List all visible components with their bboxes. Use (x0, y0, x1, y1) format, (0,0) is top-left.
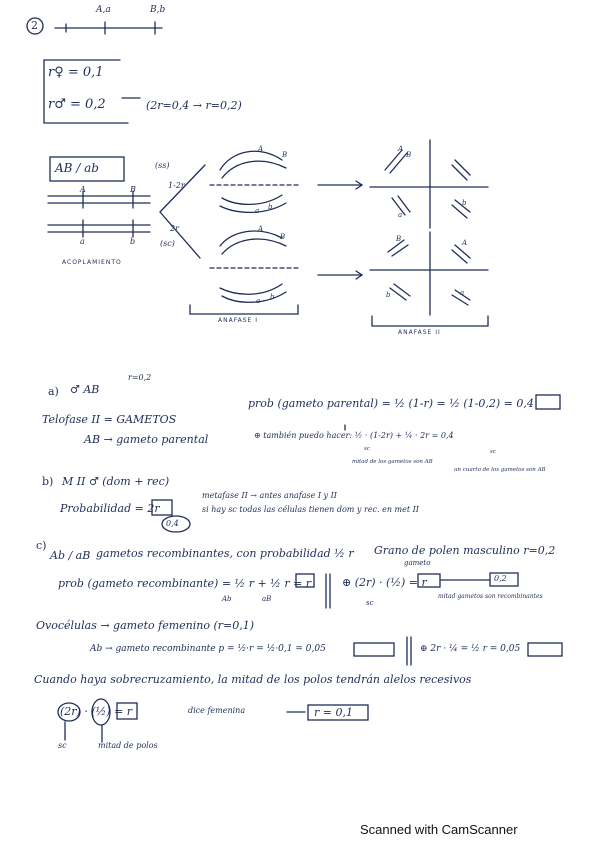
rate-male: r♂ = 0,2 (48, 97, 106, 112)
ana2-label-8: a (460, 289, 465, 297)
chrom-bottom-label-b: b (130, 237, 136, 246)
ana1-label-8: b (270, 293, 275, 301)
genotype-label: AB / ab (55, 161, 99, 175)
ana1-label-2: B (282, 151, 288, 159)
section-b-prob: Probabilidad = 2r (60, 502, 160, 515)
section-c-genes: Ab / aB (50, 549, 91, 562)
section-a-note1-sub: sc (364, 446, 370, 452)
chrom-bottom-label-a: a (80, 237, 85, 246)
section-e-formula: (2r) · (½) = r (60, 705, 133, 718)
section-c-alt: ⊕ (2r) · (½) = r (342, 576, 427, 589)
section-b-line1: M II ♂ (dom + rec) (62, 475, 170, 488)
ana1-label-4: b (268, 203, 273, 211)
ana1-label-7: a (256, 297, 261, 305)
rate-male-note: (2r=0,4 → r=0,2) (146, 99, 242, 112)
section-e-sub1: sc (58, 741, 67, 750)
section-a-note2: un cuarto de los gametos son AB (454, 467, 546, 473)
section-d-line2: Ab → gameto recombinante p = ½·r = ½·0,1 = 0,05 (90, 644, 326, 654)
section-b-value: 0,4 (166, 519, 179, 528)
section-c-alt-note: mitad gametos son recombinantes (438, 593, 543, 600)
ana2-label-4: b (462, 199, 467, 207)
scanner-watermark: Scanned with CamScanner (360, 822, 518, 837)
section-c-sub1: Ab (222, 595, 232, 603)
anafase-2-label: ANAFASE II (398, 329, 441, 336)
ana1-label-6: B (280, 233, 286, 241)
section-a-ab-line: AB → gameto parental (84, 433, 209, 446)
branch-top-code: (ss) (155, 161, 170, 170)
ana1-label-3: a (255, 207, 260, 215)
problem-number: 2 (31, 19, 38, 32)
ana1-label-5: A (258, 225, 264, 233)
ana2-label-7: b (386, 291, 391, 299)
section-e-sub2: mitad de polos (98, 741, 158, 750)
section-c-line1: gametos recombinantes, con probabilidad ½ r (96, 547, 354, 560)
branch-bottom-prob: 2r (170, 224, 179, 233)
section-e-result: r = 0,1 (314, 706, 353, 719)
chrom-top-label-b: B (130, 185, 136, 194)
section-b-label: b) (42, 475, 54, 488)
ana2-label-1: A (398, 145, 404, 153)
section-a-telofase: Telofase II = GAMETOS (42, 413, 177, 426)
section-a-note2-sub: sc (490, 449, 496, 455)
chrom-top-label-a: A (80, 185, 86, 194)
ana2-label-6: A (462, 239, 468, 247)
ana2-label-2: B (406, 151, 412, 159)
section-c-grano: Grano de polen masculino r=0,2 (374, 544, 556, 557)
section-a-note1: mitad de los gametos son AB (352, 459, 433, 465)
section-c-alt-value: 0,2 (494, 574, 507, 583)
section-a-target: ♂ AB (70, 383, 100, 396)
section-c-label: c) (36, 539, 47, 552)
section-c-grano-sub: gameto (404, 559, 431, 567)
section-b-note1: metafase II → antes anafase I y II (202, 491, 337, 500)
locus-label-a: A,a (96, 5, 111, 15)
section-b-note2: si hay sc todas las células tienen dom y rec. en met II (202, 505, 419, 514)
section-a-label: a) (48, 385, 59, 398)
section-d-alt: ⊕ 2r · ¼ = ½ r = 0,05 (420, 644, 521, 654)
section-d-line1: Ovocélulas → gameto femenino (r=0,1) (36, 619, 255, 632)
branch-bottom-code: (sc) (160, 239, 175, 248)
section-a-r-note: r=0,2 (128, 373, 152, 382)
section-c-alt-sub: sc (366, 599, 374, 607)
anafase-1-label: ANAFASE I (218, 317, 258, 324)
section-e-femenina: dice femenina (188, 706, 246, 715)
section-a-prob: prob (gameto parental) = ½ (1-r) = ½ (1-0,2) = 0,4 (248, 397, 534, 410)
section-e-line1: Cuando haya sobrecruzamiento, la mitad de los polos tendrán alelos recesivos (34, 673, 472, 686)
ana2-label-5: B (396, 235, 402, 243)
ana1-label-1: A (258, 145, 264, 153)
section-c-prob: prob (gameto recombinante) = ½ r + ½ r = r (58, 577, 312, 590)
ana2-label-3: a (398, 211, 403, 219)
locus-label-b: B,b (150, 5, 166, 15)
acoplamiento-label: ACOPLAMIENTO (62, 259, 122, 266)
rate-female: r♀ = 0,1 (48, 65, 104, 80)
section-a-alt: ⊕ también puedo hacer: ½ · (1-2r) + ¼ · 2r = 0,4 (254, 431, 454, 440)
branch-top-prob: 1-2r (168, 181, 185, 190)
section-c-sub2: aB (262, 595, 272, 603)
